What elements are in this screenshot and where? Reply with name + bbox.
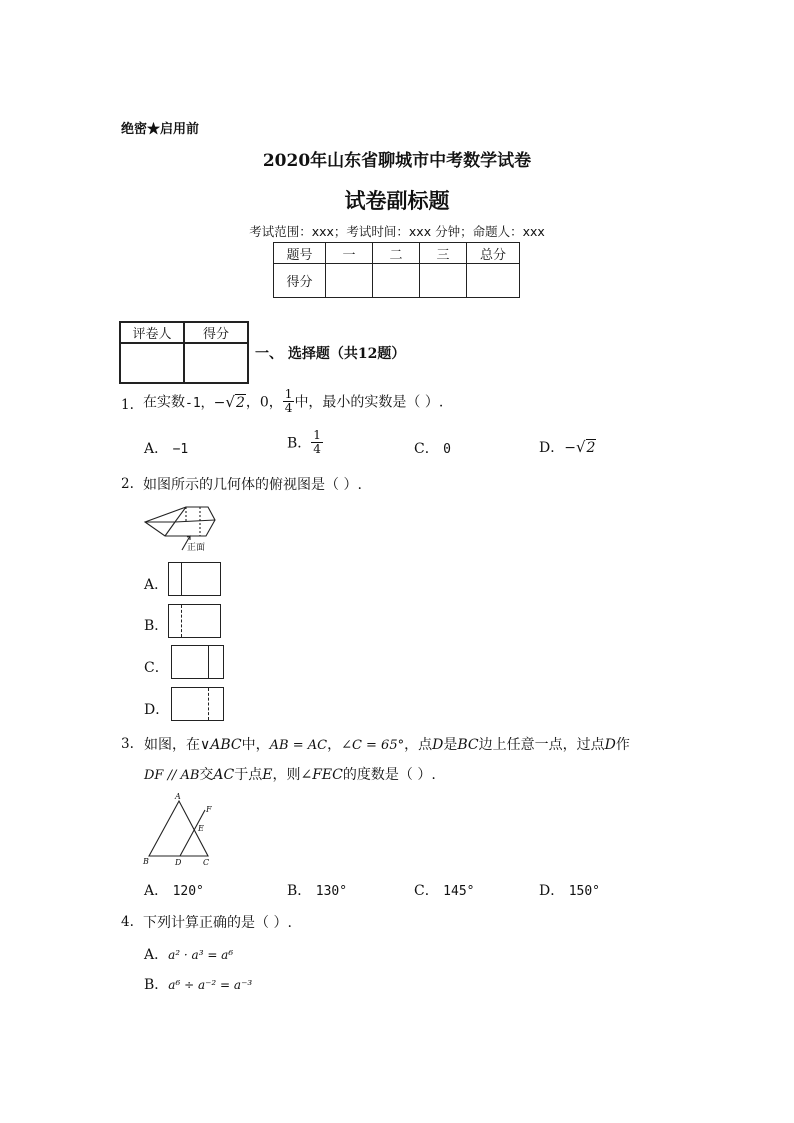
score-table-header: 题号 bbox=[274, 243, 326, 264]
q3-text: ，点 bbox=[404, 737, 433, 753]
option-label: D． bbox=[539, 440, 565, 456]
q1-option-a[interactable] bbox=[144, 438, 188, 458]
q4-option-a[interactable] bbox=[144, 944, 233, 964]
option-label: C． bbox=[414, 883, 439, 899]
q1-frac-num: 1 bbox=[284, 387, 293, 401]
q2-option-b[interactable]: B． bbox=[144, 618, 169, 634]
q1-sqrt-prefix: − bbox=[213, 394, 226, 411]
sqrt-radicand: 2 bbox=[586, 440, 596, 456]
q1-option-b[interactable] bbox=[287, 429, 323, 456]
q3-text: 边上任意一点，过点 bbox=[478, 737, 605, 753]
score-table-header: 一 bbox=[326, 243, 373, 264]
q3-option-c[interactable] bbox=[414, 880, 474, 900]
q1-optb-fraction bbox=[311, 429, 323, 456]
option-value: 130° bbox=[315, 884, 348, 899]
q1-sqrt: −√2 bbox=[213, 392, 245, 411]
q3-math: D bbox=[432, 737, 444, 753]
solid-line bbox=[181, 563, 182, 595]
grader-cell[interactable] bbox=[120, 343, 184, 383]
question-3-line-1 bbox=[144, 734, 630, 754]
score-table-header: 总分 bbox=[467, 243, 520, 264]
q3-text: 是 bbox=[443, 737, 458, 753]
option-label: C． bbox=[414, 441, 439, 457]
score-cell[interactable] bbox=[420, 264, 467, 298]
score-cell[interactable] bbox=[326, 264, 373, 298]
q3-option-a[interactable] bbox=[144, 880, 204, 900]
q3-text: 交 bbox=[199, 767, 214, 783]
q3-math: AB = AC bbox=[269, 738, 328, 753]
section-heading: 一、 选择题（共12题） bbox=[255, 346, 406, 362]
q2-option-b-figure[interactable] bbox=[168, 604, 221, 638]
grader-table-header: 得分 bbox=[184, 322, 248, 343]
grader-cell[interactable] bbox=[184, 343, 248, 383]
question-number: 1. bbox=[121, 397, 134, 413]
label-c: C bbox=[203, 858, 210, 867]
question-3-line-2 bbox=[144, 764, 436, 784]
q2-option-d[interactable]: D． bbox=[144, 702, 170, 718]
question-4-text: 下列计算正确的是（ ）. bbox=[143, 915, 292, 931]
score-row-label: 得分 bbox=[274, 264, 326, 298]
q3-option-b[interactable] bbox=[287, 880, 347, 900]
q3-text: 作 bbox=[615, 737, 630, 753]
q3-option-d[interactable] bbox=[539, 880, 600, 900]
option-label: A． bbox=[144, 441, 169, 457]
grader-table-header: 评卷人 bbox=[120, 322, 184, 343]
option-value: 120° bbox=[172, 884, 204, 899]
score-table bbox=[273, 242, 520, 298]
question-2-text: 如图所示的几何体的俯视图是（ ）. bbox=[143, 477, 362, 493]
option-value: 150° bbox=[568, 884, 600, 899]
sqrt-prefix: − bbox=[564, 440, 576, 456]
q3-math: E bbox=[262, 767, 273, 783]
q1-text-b: -1， bbox=[185, 396, 214, 411]
score-cell[interactable] bbox=[373, 264, 420, 298]
solid-line bbox=[208, 646, 209, 678]
q4-option-b[interactable] bbox=[144, 974, 252, 994]
q3-triangle-figure bbox=[140, 790, 220, 868]
exam-title: 2020年山东省聊城市中考数学试卷 bbox=[262, 151, 532, 171]
option-label: A． bbox=[144, 947, 169, 963]
q3-text: 于点 bbox=[234, 767, 263, 783]
question-1-text bbox=[143, 388, 443, 415]
q3-text: 中， bbox=[241, 737, 270, 753]
q3-text: ，则 bbox=[272, 767, 301, 783]
label-e: E bbox=[198, 824, 204, 833]
frac-num: 1 bbox=[313, 428, 321, 442]
q2-option-c-figure[interactable] bbox=[171, 645, 224, 679]
option-expr: a⁶ ÷ a⁻² = a⁻³ bbox=[168, 978, 253, 992]
q1-option-d[interactable]: D．−√2 bbox=[539, 438, 596, 456]
option-label: A． bbox=[144, 883, 169, 899]
question-number: 3. bbox=[121, 736, 134, 752]
frac-den: 4 bbox=[313, 442, 321, 456]
q2-solid-figure bbox=[140, 500, 220, 554]
option-label: B． bbox=[287, 883, 312, 899]
dashed-line bbox=[181, 605, 182, 637]
q3-math: ∠C = 65° bbox=[341, 738, 405, 753]
option-value: −1 bbox=[172, 442, 189, 457]
score-table-header: 三 bbox=[420, 243, 467, 264]
exam-subtitle: 试卷副标题 bbox=[344, 188, 450, 213]
q2-option-c[interactable]: C． bbox=[144, 660, 169, 676]
option-value: 0 bbox=[443, 442, 451, 457]
grader-table bbox=[119, 321, 249, 384]
q1-text-c: ，0， bbox=[245, 394, 283, 411]
exam-info: 考试范围：xxx；考试时间：xxx 分钟；命题人：xxx bbox=[249, 224, 545, 239]
q2-option-a-figure[interactable] bbox=[168, 562, 221, 596]
label-b: B bbox=[143, 857, 149, 866]
q1-option-c[interactable] bbox=[414, 438, 451, 458]
confidential-mark: 绝密★启用前 bbox=[121, 122, 200, 137]
label-a: A bbox=[175, 792, 181, 801]
q3-text: ， bbox=[327, 737, 342, 753]
label-d: D bbox=[175, 858, 182, 867]
q1-frac-den: 4 bbox=[284, 401, 293, 415]
q1-text-a: 在实数 bbox=[143, 394, 185, 411]
question-number: 2. bbox=[121, 476, 134, 492]
q3-math: ∠FEC bbox=[300, 767, 343, 783]
q3-math: BC bbox=[457, 737, 479, 753]
q2-option-a[interactable]: A． bbox=[144, 577, 169, 593]
q3-math: AC bbox=[213, 767, 235, 783]
q3-math: D bbox=[604, 737, 616, 753]
option-expr: a² · a³ = a⁶ bbox=[168, 948, 234, 962]
score-cell[interactable] bbox=[467, 264, 520, 298]
option-label: B． bbox=[144, 977, 169, 993]
dashed-line bbox=[208, 688, 209, 720]
question-number: 4. bbox=[121, 914, 134, 930]
q3-text: 的度数是（ ）. bbox=[342, 767, 436, 783]
q1-sqrt-radicand: 2 bbox=[235, 394, 245, 411]
q3-text: 如图，在 bbox=[144, 737, 200, 753]
option-label: B． bbox=[287, 435, 312, 452]
q1-fraction bbox=[283, 388, 295, 415]
q3-math: ∨ABC bbox=[200, 737, 242, 753]
label-f: F bbox=[206, 805, 212, 814]
option-label: D． bbox=[539, 883, 565, 899]
q2-figure-label: 正面 bbox=[187, 543, 206, 553]
q1-text-d: 中，最小的实数是（ ）. bbox=[294, 394, 444, 411]
score-table-header: 二 bbox=[373, 243, 420, 264]
q3-math: DF // AB bbox=[144, 768, 200, 783]
option-value: 145° bbox=[443, 884, 475, 899]
q2-option-d-figure[interactable] bbox=[171, 687, 224, 721]
